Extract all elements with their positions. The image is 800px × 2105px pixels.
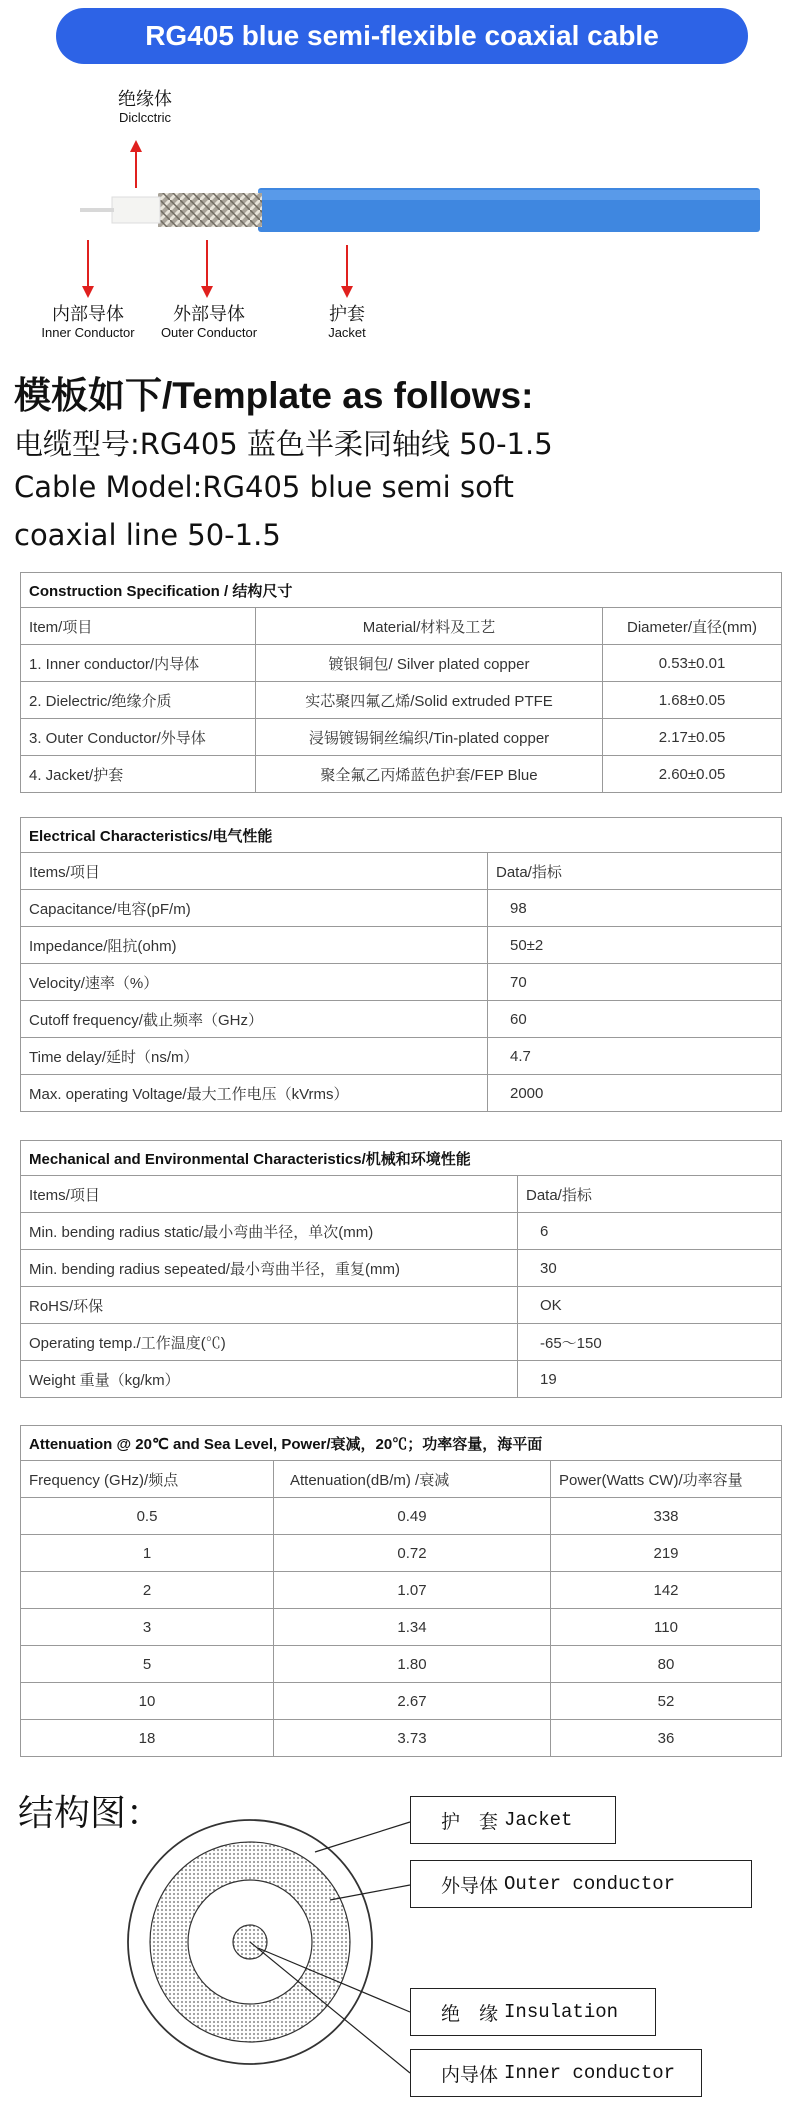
jacket-label: 护套 Jacket <box>328 304 366 340</box>
table-row: RoHS/环保 OK <box>21 1287 782 1324</box>
table-row: Operating temp./工作温度(℃) -65～150 <box>21 1324 782 1361</box>
structure-title: 结构图： <box>18 1793 163 1834</box>
electrical-title: Electrical Characteristics/电气性能 <box>21 818 782 853</box>
table-header-row: Items/项目 Data/指标 <box>21 1176 782 1213</box>
attenuation-title: Attenuation @ 20℃ and Sea Level, Power/衰减，20℃；功率容量，海平面 <box>21 1426 782 1461</box>
table-row: Time delay/延时（ns/m） 4.7 <box>21 1038 782 1075</box>
table-header-row: Item/项目 Material/材料及工艺 Diameter/直径(mm) <box>21 608 782 645</box>
page-banner: RG405 blue semi-flexible coaxial cable <box>56 8 748 64</box>
cable-braid <box>158 193 262 227</box>
table-row: Velocity/速率（%） 70 <box>21 964 782 1001</box>
mechanical-title: Mechanical and Environmental Characteristics/机械和环境性能 <box>21 1141 782 1176</box>
attenuation-table <box>20 1425 782 1757</box>
inner-conductor-label: 内部导体 Inner Conductor <box>41 304 135 340</box>
cable-illustration <box>0 150 800 260</box>
table-row: 3 1.34 110 <box>21 1609 782 1646</box>
outer-conductor-callout: 外导体 Outer conductor <box>410 1860 752 1908</box>
cable-inner-pin <box>80 208 114 212</box>
dielectric-label: 绝缘体 Diclcctric <box>118 89 172 125</box>
cable-model-cn: 电缆型号:RG405 蓝色半柔同轴线 50-1.5 <box>14 427 553 461</box>
table-header-row: Items/项目 Data/指标 <box>21 853 782 890</box>
table-row: 1 0.72 219 <box>21 1535 782 1572</box>
table-row: 5 1.80 80 <box>21 1646 782 1683</box>
table-row: 2 1.07 142 <box>21 1572 782 1609</box>
cable-dielectric <box>112 197 160 223</box>
table-row: Max. operating Voltage/最大工作电压（kVrms） 2000 <box>21 1075 782 1112</box>
table-row: 18 3.73 36 <box>21 1720 782 1757</box>
jacket-arrow <box>346 245 348 288</box>
table-row: 10 2.67 52 <box>21 1683 782 1720</box>
template-heading: 模板如下/Template as follows: <box>14 375 534 416</box>
table-header-row: Frequency (GHz)/频点 Attenuation(dB/m) /衰减 Power(Watts CW)/功率容量 <box>21 1461 782 1498</box>
outer-conductor-label: 外部导体 Outer Conductor <box>160 304 258 340</box>
table-row: 4. Jacket/护套 聚全氟乙丙烯蓝色护套/FEP Blue 2.60±0.05 <box>21 756 782 793</box>
inner-arrow <box>87 240 89 288</box>
inner-conductor-callout: 内导体 Inner conductor <box>410 2049 702 2097</box>
electrical-table <box>20 817 782 1112</box>
dielectric-arrow <box>135 150 137 188</box>
mechanical-table <box>20 1140 782 1398</box>
table-row: Capacitance/电容(pF/m) 98 <box>21 890 782 927</box>
construction-table <box>20 572 782 793</box>
construction-title: Construction Specification / 结构尺寸 <box>21 573 782 608</box>
insulation-callout: 绝 缘 Insulation <box>410 1988 656 2036</box>
table-row: 1. Inner conductor/内导体 镀银铜包/ Silver plated copper 0.53±0.01 <box>21 645 782 682</box>
table-row: Weight 重量（kg/km） 19 <box>21 1361 782 1398</box>
cable-model-en-2: coaxial line 50-1.5 <box>14 518 281 552</box>
outer-arrow <box>206 240 208 288</box>
cable-model-en-1: Cable Model:RG405 blue semi soft <box>14 470 514 504</box>
table-row: Impedance/阻抗(ohm) 50±2 <box>21 927 782 964</box>
jacket-callout: 护 套 Jacket <box>410 1796 616 1844</box>
table-row: Cutoff frequency/截止频率（GHz） 60 <box>21 1001 782 1038</box>
table-row: 0.5 0.49 338 <box>21 1498 782 1535</box>
table-row: 3. Outer Conductor/外导体 浸锡镀锡铜丝编织/Tin-plated copper 2.17±0.05 <box>21 719 782 756</box>
table-row: 2. Dielectric/绝缘介质 实芯聚四氟乙烯/Solid extruded PTFE 1.68±0.05 <box>21 682 782 719</box>
table-row: Min. bending radius static/最小弯曲半径，单次(mm) 6 <box>21 1213 782 1250</box>
table-row: Min. bending radius sepeated/最小弯曲半径，重复(mm) 30 <box>21 1250 782 1287</box>
